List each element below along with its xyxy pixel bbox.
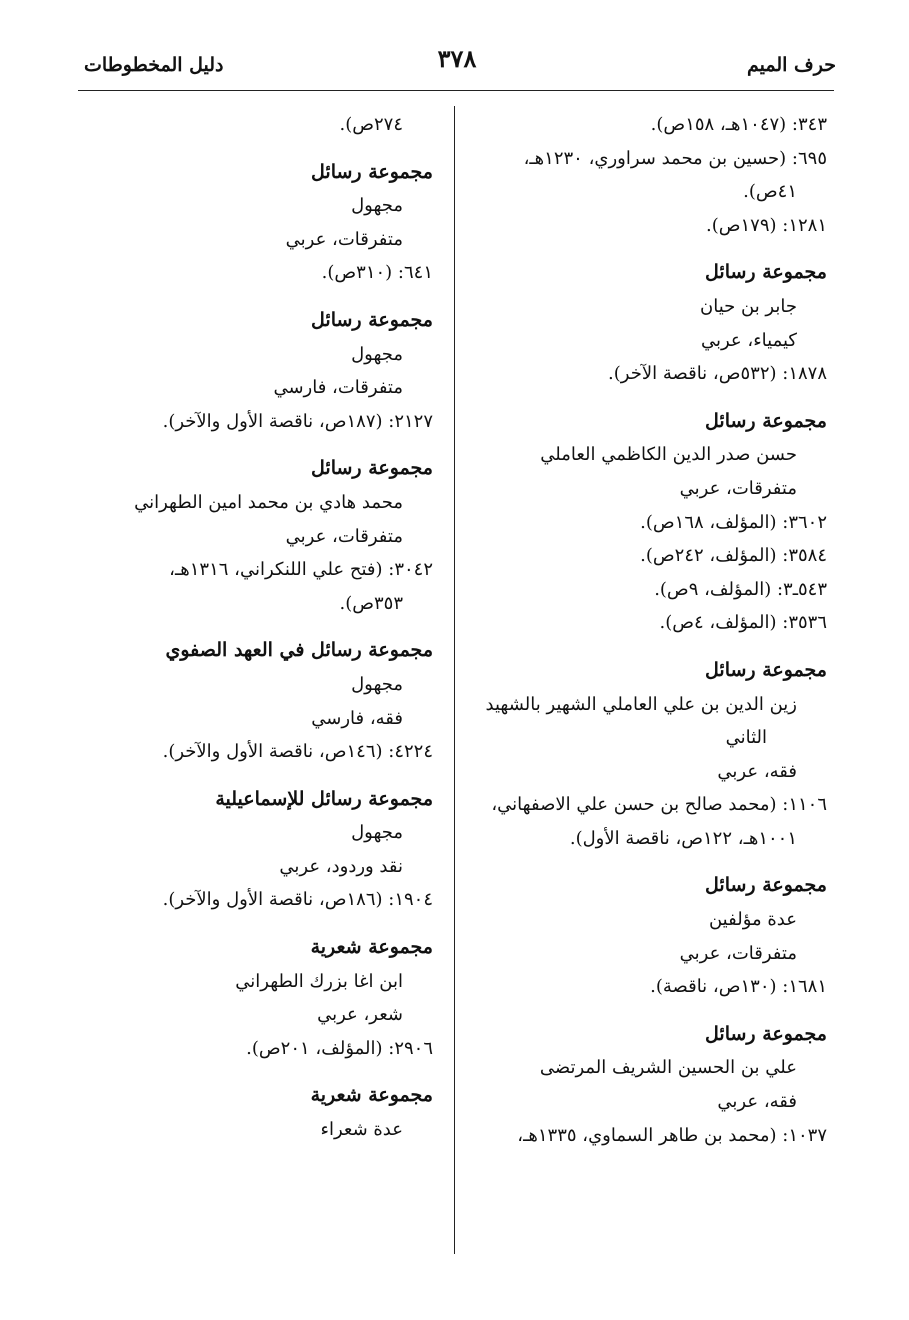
- catalog-entry: [475, 1018, 827, 1152]
- entry-title: مجموعة شعرية: [310, 1084, 433, 1107]
- entry-title: مجموعة رسائل: [705, 409, 827, 432]
- manuscript-record-cont: ٣٥٣ص).: [339, 592, 403, 614]
- catalog-entry: [73, 108, 433, 142]
- entry-author: عدة شعراء: [320, 1119, 403, 1141]
- entry-author: محمد هادي بن محمد امين الطهراني: [134, 491, 403, 513]
- entry-subject: كيمياء، عربي: [700, 329, 797, 351]
- entry-title: مجموعة رسائل: [311, 308, 433, 331]
- header-book-title: دليل المخطوطات: [84, 54, 224, 76]
- catalog-entry: [475, 108, 827, 242]
- catalog-entry: [475, 654, 827, 856]
- catalog-entry: [73, 1079, 433, 1146]
- page-number: ٣٧٨: [437, 44, 477, 73]
- right-column: [475, 108, 827, 1166]
- header-rule: [78, 90, 834, 91]
- manuscript-record: ١١٠٦: (محمد صالح بن حسن علي الاصفهاني،: [491, 794, 827, 816]
- manuscript-record: ٢١٢٧: (١٨٧ص، ناقصة الأول والآخر).: [162, 410, 433, 432]
- entry-subject: متفرقات، عربي: [285, 525, 403, 547]
- entry-title: مجموعة رسائل: [311, 457, 433, 480]
- catalog-entry: [73, 156, 433, 290]
- entry-author: حسن صدر الدين الكاظمي العاملي: [540, 444, 797, 466]
- entry-author: علي بن الحسين الشريف المرتضى: [539, 1057, 797, 1079]
- manuscript-record: ٦٩٥: (حسين بن محمد سراوري، ١٢٣٠هـ،: [523, 147, 827, 169]
- catalog-entry: [73, 304, 433, 438]
- manuscript-record: ١٢٨١: (١٧٩ص).: [705, 214, 827, 236]
- column-divider: [454, 106, 455, 1254]
- manuscript-record-cont: ١٠٠١هـ، ١٢٢ص، ناقصة الأول).: [569, 827, 797, 849]
- entry-author: مجهول: [351, 822, 403, 844]
- entry-title: مجموعة رسائل للإسماعيلية: [215, 787, 433, 810]
- entry-author: مجهول: [351, 195, 403, 217]
- entry-author: ابن اغا بزرك الطهراني: [235, 970, 403, 992]
- manuscript-record: ٤٢٢٤: (١٤٦ص، ناقصة الأول والآخر).: [162, 741, 433, 763]
- manuscript-record-cont: ٢٧٤ص).: [339, 114, 403, 135]
- entry-subject: شعر، عربي: [317, 1004, 403, 1026]
- manuscript-record: ١٦٨١: (١٣٠ص، ناقصة).: [650, 976, 827, 998]
- manuscript-record: ٢٩٠٦: (المؤلف، ٢٠١ص).: [246, 1037, 433, 1059]
- catalog-entry: [475, 405, 827, 640]
- entry-title: مجموعة رسائل: [311, 160, 433, 183]
- manuscript-record: ١٨٧٨: (٥٣٢ص، ناقصة الآخر).: [608, 363, 827, 385]
- manuscript-record: ٣٠٤٢: (فتح علي اللنكراني، ١٣١٦هـ،: [169, 559, 433, 581]
- manuscript-record: ٣٤٣: (١٠٤٧هـ، ١٥٨ص).: [650, 114, 827, 135]
- catalog-entry: [475, 869, 827, 1003]
- manuscript-record: ١٩٠٤: (١٨٦ص، ناقصة الأول والآخر).: [162, 889, 433, 911]
- entry-title: مجموعة رسائل: [705, 658, 827, 681]
- entry-author-cont: الثاني: [725, 727, 767, 749]
- catalog-entry: [475, 256, 827, 390]
- catalog-entry: [73, 931, 433, 1065]
- entry-author: جابر بن حيان: [700, 295, 797, 317]
- manuscript-record: ٥٤٣ـ٣: (المؤلف، ٩ص).: [654, 578, 827, 600]
- entry-subject: متفرقات، عربي: [285, 228, 403, 250]
- entry-author: عدة مؤلفين: [708, 909, 797, 931]
- entry-author: مجهول: [351, 673, 403, 695]
- manuscript-record: ٦٤١: (٣١٠ص).: [321, 262, 433, 284]
- entry-subject: فقه، عربي: [717, 1091, 797, 1113]
- manuscript-record: ١٠٣٧: (محمد بن طاهر السماوي، ١٣٣٥هـ،: [517, 1124, 827, 1146]
- header-chapter-title: حرف الميم: [747, 54, 836, 76]
- entry-author: زين الدين بن علي العاملي الشهير بالشهيد: [485, 693, 797, 715]
- entry-subject: فقه، عربي: [717, 760, 797, 782]
- manuscript-record: ٣٥٨٤: (المؤلف، ٢٤٢ص).: [640, 545, 827, 567]
- page-header: [78, 42, 836, 82]
- catalog-entry: [73, 452, 433, 620]
- entry-subject: متفرقات، عربي: [679, 942, 797, 964]
- entry-subject: متفرقات، عربي: [679, 477, 797, 499]
- entry-title: مجموعة رسائل: [705, 1022, 827, 1045]
- entry-subject: فقه، فارسي: [311, 707, 403, 729]
- catalog-entry: [73, 783, 433, 917]
- entry-title: مجموعة رسائل: [705, 261, 827, 284]
- entry-author: مجهول: [351, 343, 403, 365]
- manuscript-record: ٣٦٠٢: (المؤلف، ١٦٨ص).: [640, 511, 827, 533]
- manuscript-record-cont: ٤١ص).: [743, 181, 797, 203]
- entry-title: مجموعة رسائل: [705, 874, 827, 897]
- entry-subject: نقد وردود، عربي: [279, 855, 403, 877]
- entry-title: مجموعة رسائل في العهد الصفوي: [165, 639, 433, 662]
- entry-title: مجموعة شعرية: [310, 936, 433, 959]
- manuscript-record: ٣٥٣٦: (المؤلف، ٤ص).: [659, 612, 827, 634]
- entry-subject: متفرقات، فارسي: [273, 377, 403, 399]
- catalog-entry: [73, 634, 433, 768]
- left-column: [73, 108, 433, 1161]
